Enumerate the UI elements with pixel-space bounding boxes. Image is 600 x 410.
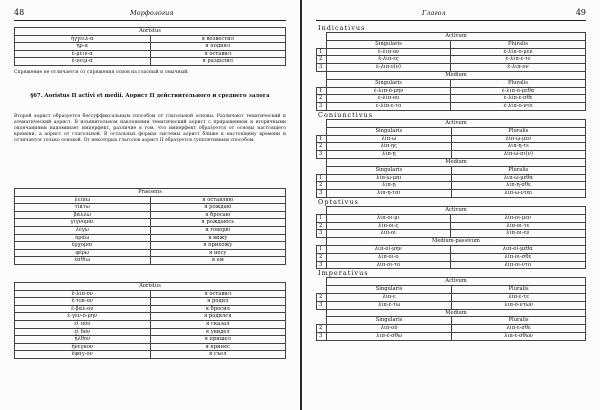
plural-form: ἐ-λίπ-ε-σθε (451, 95, 586, 103)
row-number-cell (317, 309, 327, 317)
row-number-cell (317, 71, 327, 79)
singular-form: λιπ-οῦ (327, 325, 452, 333)
plural-header: Pluralis (452, 317, 586, 325)
table-row (15, 58, 286, 66)
russian-translation: я принес (150, 343, 286, 351)
singular-header: Singularis (327, 79, 451, 87)
person-number: 2 (317, 253, 327, 261)
header-rule (316, 20, 586, 21)
plural-form: λιπ-έ-σθων (452, 332, 586, 340)
plural-form: λίπ-οι-ντο (450, 261, 585, 269)
plural-form: λιπ-ό-ντων (452, 301, 586, 309)
greek-form: λέγω (15, 226, 151, 234)
person-number: 3 (317, 332, 327, 340)
table-caption: Praesens (15, 189, 286, 197)
singular-form: ἐ-λίπ-ε-το (327, 103, 451, 111)
plural-form: λίπ-οι-σθε (450, 253, 585, 261)
table-row (15, 320, 286, 328)
table-row (15, 328, 286, 336)
section-title: §67. Aoristus II activi et medii. Аорист II действительного и среднего залога (30, 93, 270, 99)
singular-form: λίπ-ῃς (327, 143, 452, 151)
row-number-cell (317, 317, 327, 325)
note-text: Спряжение не отличается от спряжения основ на гласный и смычный. (14, 70, 189, 75)
table-row (15, 211, 286, 219)
row-number-cell (317, 238, 327, 246)
russian-translation: я рождаю (150, 204, 286, 212)
number-header-row (317, 317, 586, 325)
body-paragraph: Второй аорист образуется бессуффиксальным способом от глагольной основы. Различают тематический и атематический аорист. В изъявительном наклонении тематический аорист с приращением и вторичными окончаниями напоминает имперфект, различие в том, что имперфект образуется от основы настоящего времени, а аорист от глагольной. В остальных формах системы аорист ближе к настоящему времени и отличается только основой. От некоторых глаголов аорист II образуется супплетивным способом. (14, 114, 286, 143)
plural-form: ἐ-λιπ-ό-μεθα (451, 87, 586, 95)
greek-form: ἤγγειλ-α (15, 35, 151, 43)
singular-form: λίπ-οι (327, 230, 451, 238)
russian-translation: я сказал (150, 320, 286, 328)
table-row (317, 261, 586, 269)
voice-caption-row (317, 119, 586, 127)
voice-caption: Medium (327, 158, 586, 166)
russian-translation: я оставляю (150, 196, 286, 204)
singular-form: λίπ-οι-ο (327, 253, 451, 261)
row-number-cell (317, 79, 327, 87)
row-number-cell (317, 127, 327, 135)
running-head: Морфология (130, 9, 174, 17)
greek-form: ἤνεγκον (15, 343, 151, 351)
plural-form: λιπ-οί-μεθα (450, 245, 585, 253)
table-row (15, 50, 286, 58)
greek-form: ἦρ-α (15, 43, 151, 51)
row-number-cell (317, 40, 327, 48)
person-number: 3 (317, 103, 327, 111)
voice-caption-row (317, 206, 586, 214)
plural-form: λίπ-ω-σι(ν) (451, 151, 585, 159)
table-row (15, 234, 286, 242)
table-row (317, 325, 586, 333)
person-number: 1 (317, 245, 327, 253)
russian-translation: я родился (150, 313, 286, 321)
table-row (15, 35, 286, 43)
singular-form: ἔ-λιπ-ον (327, 48, 451, 56)
voice-caption-row (317, 278, 586, 286)
voice-caption: Medium (327, 309, 586, 317)
plural-header: Pluralis (451, 40, 586, 48)
greek-form: εἶ δον (15, 328, 151, 336)
voice-caption-row (317, 158, 586, 166)
table-row (317, 222, 586, 230)
paradigm-table (316, 206, 586, 269)
paradigm-tables (316, 24, 586, 341)
greek-form: ἔφαγ-ον (15, 351, 151, 359)
number-header-row (317, 127, 586, 135)
table-row (317, 135, 586, 143)
person-number: 3 (317, 230, 327, 238)
voice-caption: Medium (327, 71, 586, 79)
russian-translation: я вижу (150, 234, 286, 242)
table-row (317, 190, 586, 198)
singular-form: ἔ-λιπ-ες (327, 56, 451, 64)
row-number-cell (317, 278, 327, 286)
russian-translation: я разделил (150, 58, 286, 66)
greek-form: ἔ-τεκ-ον (15, 298, 151, 306)
row-number-cell (317, 33, 327, 41)
greek-form: ἐ-γεν-ό-μην (15, 313, 151, 321)
mood-label: Optativus (318, 197, 359, 206)
number-header-row (317, 79, 586, 87)
table-caption: Aoristus (15, 283, 286, 291)
voice-caption: Medium-passivum (327, 238, 586, 246)
plural-form: ἐ-λίπ-ο-ντο (451, 103, 586, 111)
greek-form: γίγνομαι (15, 219, 151, 227)
russian-translation: я рождаюсь (150, 219, 286, 227)
plural-header: Pluralis (451, 127, 585, 135)
table-row (317, 214, 586, 222)
table-row (15, 219, 286, 227)
russian-translation: я пришел (150, 336, 286, 344)
table-row (15, 343, 286, 351)
table-row (317, 230, 586, 238)
running-head: Глагол (422, 9, 446, 17)
singular-header: Singularis (327, 127, 452, 135)
person-number: 1 (317, 214, 327, 222)
singular-header: Singularis (327, 286, 452, 294)
russian-translation: я говорю (150, 226, 286, 234)
greek-form: βάλλω (15, 211, 151, 219)
table-row (15, 242, 286, 250)
row-number-cell (317, 206, 327, 214)
russian-translation: я возвестил (150, 35, 286, 43)
greek-form: λείπω (15, 196, 151, 204)
table-row (15, 43, 286, 51)
singular-form: λίπ-η-ται (327, 190, 452, 198)
table-row (317, 301, 586, 309)
paradigm-table (316, 277, 586, 340)
greek-form: ὁράω (15, 234, 151, 242)
singular-form: λίπ-ῃ (327, 151, 452, 159)
russian-translation: я родил (150, 298, 286, 306)
person-number: 2 (317, 222, 327, 230)
page-number: 48 (14, 8, 25, 17)
table-row (317, 151, 586, 159)
singular-header: Singularis (327, 40, 451, 48)
singular-form: ἐ-λιπ-ό-μην (327, 87, 451, 95)
singular-form: λίπ-ω (327, 135, 452, 143)
plural-form: λίπ-οι-εν (450, 230, 585, 238)
paradigm-table (316, 32, 586, 111)
table-row (317, 293, 586, 301)
voice-caption-row (317, 71, 586, 79)
singular-form: λίπ-οι-το (327, 261, 451, 269)
table-row (15, 204, 286, 212)
russian-translation: я оставил (150, 290, 286, 298)
person-number: 2 (317, 143, 327, 151)
greek-form: τίκτω (15, 204, 151, 212)
person-number: 2 (317, 95, 327, 103)
table-row (15, 351, 286, 359)
voice-caption: Activum (327, 278, 586, 286)
greek-form: ἦλθον (15, 336, 151, 344)
voice-caption-row (317, 33, 586, 41)
table-row (317, 64, 586, 72)
aorist-table-2 (14, 282, 286, 359)
table-row (317, 95, 586, 103)
table-row (317, 56, 586, 64)
person-number: 2 (317, 56, 327, 64)
plural-form: λίπ-ε-τε (452, 293, 586, 301)
table-row (15, 298, 286, 306)
table-row (15, 226, 286, 234)
plural-form: λίπ-οι-μεν (450, 214, 585, 222)
plural-header: Pluralis (451, 166, 585, 174)
greek-form: ἔ-μειν-α (15, 50, 151, 58)
singular-header: Singularis (327, 317, 452, 325)
voice-caption: Activum (327, 206, 586, 214)
table-row (317, 143, 586, 151)
russian-translation: я оставил (150, 50, 286, 58)
russian-translation: я прихожу (150, 242, 286, 250)
plural-header: Pluralis (452, 286, 586, 294)
greek-form: φέρω (15, 249, 151, 257)
person-number: 3 (317, 190, 327, 198)
table-row (317, 48, 586, 56)
singular-form: λίπ-ω-μαι (327, 174, 452, 182)
table-row (317, 174, 586, 182)
russian-translation: я поднял (150, 43, 286, 51)
singular-form: λιπ-οί-μην (327, 245, 451, 253)
singular-form: λιπ-έ-σθω (327, 332, 452, 340)
singular-header: Singularis (327, 166, 452, 174)
praesens-table (14, 188, 286, 265)
table-row (15, 290, 286, 298)
number-header-row (317, 166, 586, 174)
singular-form: λιπ-έ-τω (327, 301, 452, 309)
plural-header: Pluralis (451, 79, 586, 87)
table-row (317, 103, 586, 111)
page-number: 49 (575, 8, 586, 17)
voice-caption-row (317, 309, 586, 317)
plural-form: ἔ-λιπ-ον (451, 64, 586, 72)
greek-form: εἶ πον (15, 320, 151, 328)
person-number: 2 (317, 182, 327, 190)
row-number-cell (317, 119, 327, 127)
greek-form: ἔρχομαι (15, 242, 151, 250)
russian-translation: я несу (150, 249, 286, 257)
plural-form: ἐ-λίπ-ο-μεν (451, 48, 586, 56)
plural-form: ἐ-λίπ-ε-τε (451, 56, 586, 64)
russian-translation: я ем (150, 257, 286, 265)
russian-translation: я бросил (150, 305, 286, 313)
table-row (317, 182, 586, 190)
person-number: 1 (317, 87, 327, 95)
russian-translation: я съел (150, 351, 286, 359)
person-number: 1 (317, 174, 327, 182)
table-row (15, 336, 286, 344)
singular-form: λίπ-οι-μι (327, 214, 451, 222)
table-row (317, 332, 586, 340)
plural-form: λίπ-ω-νται (451, 190, 585, 198)
plural-form: λιπ-ώ-μεθα (451, 174, 585, 182)
aorist-table-1 (14, 27, 286, 66)
russian-translation: я бросаю (150, 211, 286, 219)
mood-label: Imperativus (318, 269, 369, 278)
number-header-row (317, 286, 586, 294)
table-row (15, 249, 286, 257)
table-row (317, 245, 586, 253)
greek-form: ἔ-λιπ-ον (15, 290, 151, 298)
header-rule (14, 20, 286, 21)
voice-caption: Activum (327, 33, 586, 41)
number-header-row (317, 40, 586, 48)
mood-label: Coniunctivus (318, 110, 374, 119)
mood-label: Indicativus (318, 24, 366, 32)
voice-caption-row (317, 238, 586, 246)
person-number: 1 (317, 135, 327, 143)
plural-form: λίπ-ε-σθε (452, 325, 586, 333)
table-row (317, 87, 586, 95)
table-row (317, 253, 586, 261)
table-row (15, 257, 286, 265)
greek-form: ἔ-βαλ-ον (15, 305, 151, 313)
paradigm-table (316, 119, 586, 198)
person-number: 3 (317, 301, 327, 309)
row-number-cell (317, 166, 327, 174)
singular-form: λίπ-ε (327, 293, 452, 301)
singular-form: ἔ-λιπ-ε(ν) (327, 64, 451, 72)
person-number: 2 (317, 325, 327, 333)
singular-form: λίπ-οι-ς (327, 222, 451, 230)
plural-form: λίπ-η-τε (451, 143, 585, 151)
row-number-cell (317, 286, 327, 294)
person-number: 3 (317, 261, 327, 269)
person-number: 3 (317, 64, 327, 72)
greek-form: ἔ-νειμ-α (15, 58, 151, 66)
right-page (302, 0, 600, 410)
person-number: 3 (317, 151, 327, 159)
plural-form: λίπ-οι-τε (450, 222, 585, 230)
table-row (15, 196, 286, 204)
voice-caption: Activum (327, 119, 586, 127)
singular-form: λίπ-ῃ (327, 182, 452, 190)
russian-translation: я увидел (150, 328, 286, 336)
table-row (15, 305, 286, 313)
table-row (15, 313, 286, 321)
plural-form: λίπ-η-σθε (451, 182, 585, 190)
plural-form: λίπ-ω-μεν (451, 135, 585, 143)
person-number: 2 (317, 293, 327, 301)
person-number: 1 (317, 48, 327, 56)
row-number-cell (317, 158, 327, 166)
singular-form: ἐ-λίπ-ου (327, 95, 451, 103)
table-caption: Aoristus (15, 28, 286, 36)
greek-form: ἐσθίω (15, 257, 151, 265)
